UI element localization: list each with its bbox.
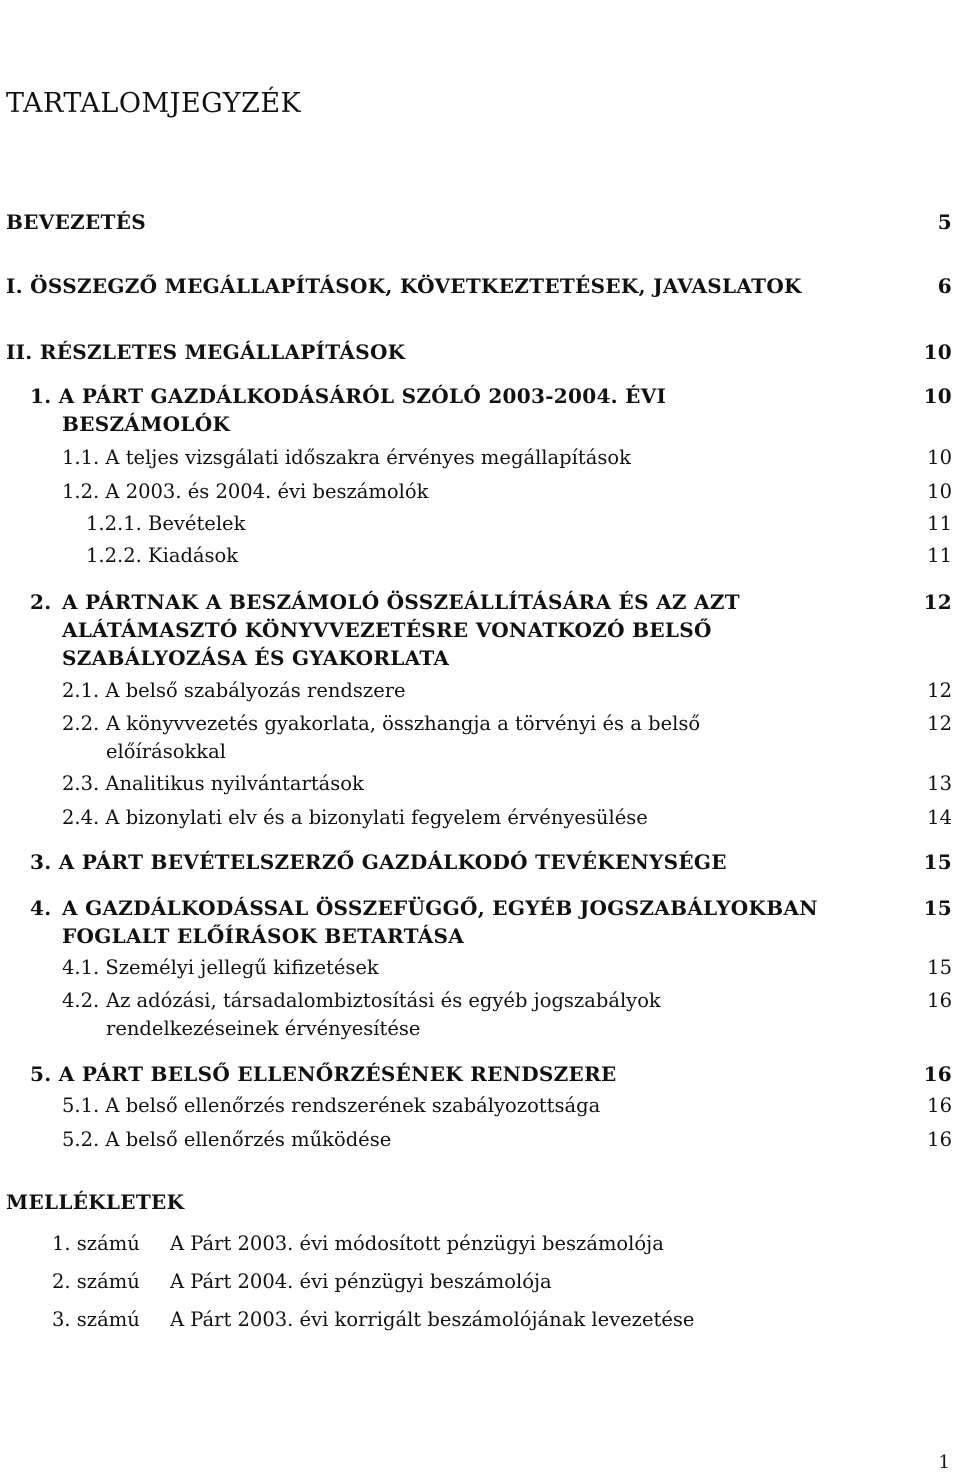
page-title: TARTALOMJEGYZÉK — [6, 88, 302, 119]
toc-entry-page: 13 — [927, 772, 952, 795]
toc-entry-5-1 — [62, 1092, 952, 1120]
toc-entry-title: 5. A PÁRT BELSŐ ELLENŐRZÉSÉNEK RENDSZERE — [30, 1062, 617, 1086]
toc-entry-title: 1.1. A teljes vizsgálati időszakra érvényes megállapítások — [62, 446, 631, 469]
toc-entry-line: SZABÁLYOZÁSA ÉS GYAKORLATA — [62, 646, 450, 670]
toc-entry-line: A GAZDÁLKODÁSSAL ÖSSZEFÜGGŐ, EGYÉB JOGSZABÁLYOKBAN — [62, 896, 818, 920]
toc-entry-line: rendelkezéseinek érvényesítése — [106, 1017, 421, 1040]
toc-entry-title: 1.2. A 2003. és 2004. évi beszámolók — [62, 480, 429, 503]
toc-entry-number: 2.2. — [62, 712, 100, 735]
toc-entry-line: Az adózási, társadalombiztosítási és egyéb jogszabályok — [106, 989, 661, 1012]
toc-entry-1-2 — [62, 478, 952, 506]
toc-entry-number: 4. — [30, 896, 52, 920]
toc-entry-page: 12 — [927, 712, 952, 735]
toc-entry-title: 4.1. Személyi jellegű kifizetések — [62, 956, 379, 979]
toc-entry-title — [62, 588, 912, 672]
toc-entry-page: 16 — [927, 1128, 952, 1151]
toc-entry-1-1 — [62, 444, 952, 472]
toc-entry-page: 15 — [927, 956, 952, 979]
toc-entry-title — [30, 382, 912, 438]
toc-entry-title: 2.3. Analitikus nyilvántartások — [62, 772, 364, 795]
annex-title: A Párt 2004. évi pénzügyi beszámolója — [170, 1270, 552, 1293]
toc-entry-line: 1. A PÁRT GAZDÁLKODÁSÁRÓL SZÓLÓ 2003-2004. ÉVI — [30, 384, 667, 408]
toc-entry-page: 16 — [927, 1094, 952, 1117]
toc-entry-page: 10 — [927, 446, 952, 469]
toc-entry-2-3 — [62, 770, 952, 798]
toc-entry-title: 1.2.2. Kiadások — [86, 544, 239, 567]
toc-entry-title: 5.2. A belső ellenőrzés működése — [62, 1128, 392, 1151]
toc-entry-line: A PÁRTNAK A BESZÁMOLÓ ÖSSZEÁLLÍTÁSÁRA ÉS AZ AZT — [62, 590, 740, 614]
toc-entry-page: 6 — [937, 274, 952, 298]
toc-entry-3 — [30, 848, 952, 876]
toc-entry-title — [106, 987, 912, 1043]
toc-entry-title: 1.2.1. Bevételek — [86, 512, 246, 535]
annex-title: A Párt 2003. évi korrigált beszámolójának levezetése — [170, 1308, 695, 1331]
toc-entry-title — [62, 894, 912, 950]
toc-entry-4-2 — [62, 987, 952, 1043]
toc-entry-line: előírásokkal — [106, 740, 226, 763]
annex-number: 2. számú — [52, 1270, 140, 1293]
annex-item — [52, 1232, 664, 1255]
toc-entry-bevezetes — [6, 208, 952, 236]
toc-entry-title: 2.4. A bizonylati elv és a bizonylati fegyelem érvényesülése — [62, 806, 648, 829]
toc-entry-number: 2. — [30, 590, 52, 614]
toc-entry-1-2-1 — [86, 510, 952, 538]
toc-entry-title: II. RÉSZLETES MEGÁLLAPÍTÁSOK — [6, 340, 406, 364]
toc-entry-5 — [30, 1060, 952, 1088]
toc-entry-line: ALÁTÁMASZTÓ KÖNYVVEZETÉSRE VONATKOZÓ BELSŐ — [62, 618, 712, 642]
toc-entry-line: BESZÁMOLÓK — [62, 412, 231, 436]
toc-entry-page: 16 — [927, 989, 952, 1012]
page-number: 1 — [938, 1452, 950, 1473]
toc-entry-page: 11 — [927, 512, 952, 535]
toc-entry-part-ii — [6, 338, 952, 366]
toc-entry-line: FOGLALT ELŐÍRÁSOK BETARTÁSA — [62, 924, 465, 948]
toc-entry-page: 10 — [927, 480, 952, 503]
annex-title: A Párt 2003. évi módosított pénzügyi beszámolója — [170, 1232, 664, 1255]
toc-entry-page: 5 — [937, 210, 952, 234]
toc-entry-2-4 — [62, 804, 952, 832]
toc-entry-2-2 — [62, 710, 952, 766]
toc-entry-title: I. ÖSSZEGZŐ MEGÁLLAPÍTÁSOK, KÖVETKEZTETÉSEK, JAVASLATOK — [6, 274, 802, 298]
toc-entry-1 — [30, 382, 952, 438]
toc-entry-title — [106, 710, 912, 766]
toc-entry-title: 2.1. A belső szabályozás rendszere — [62, 679, 406, 702]
toc-entry-page: 15 — [923, 850, 952, 874]
toc-entry-2 — [30, 588, 952, 672]
toc-entry-page: 15 — [923, 896, 952, 920]
toc-entry-page: 10 — [923, 384, 952, 408]
toc-entry-page: 16 — [923, 1062, 952, 1086]
annex-number: 1. számú — [52, 1232, 140, 1255]
annex-item — [52, 1270, 552, 1293]
toc-entry-5-2 — [62, 1126, 952, 1154]
toc-entry-title: 3. A PÁRT BEVÉTELSZERZŐ GAZDÁLKODÓ TEVÉKENYSÉGE — [30, 850, 727, 874]
toc-entry-4-1 — [62, 954, 952, 982]
toc-entry-page: 12 — [923, 590, 952, 614]
toc-entry-page: 14 — [927, 806, 952, 829]
toc-entry-title: BEVEZETÉS — [6, 210, 147, 234]
toc-entry-page: 12 — [927, 679, 952, 702]
toc-entry-2-1 — [62, 677, 952, 705]
annex-item — [52, 1308, 694, 1331]
annexes-heading: MELLÉKLETEK — [6, 1190, 185, 1214]
toc-entry-title: 5.1. A belső ellenőrzés rendszerének szabályozottsága — [62, 1094, 601, 1117]
toc-entry-line: A könyvvezetés gyakorlata, összhangja a törvényi és a belső — [106, 712, 701, 735]
toc-entry-part-i — [6, 272, 952, 300]
toc-entry-number: 4.2. — [62, 989, 100, 1012]
annex-number: 3. számú — [52, 1308, 140, 1331]
toc-entry-page: 11 — [927, 544, 952, 567]
toc-entry-page: 10 — [923, 340, 952, 364]
toc-entry-1-2-2 — [86, 542, 952, 570]
toc-entry-4 — [30, 894, 952, 950]
